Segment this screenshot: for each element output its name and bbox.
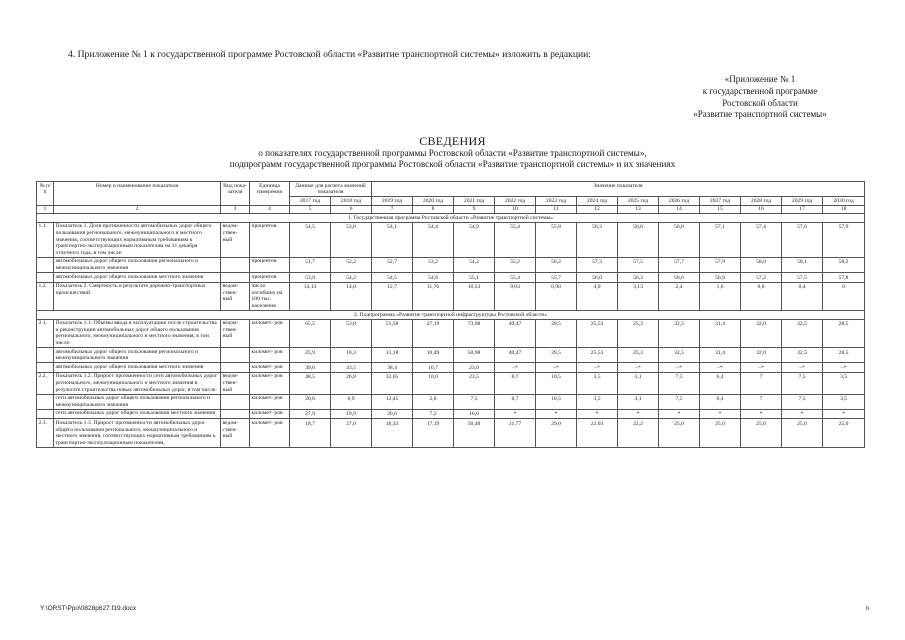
indicator-value: 8,7: [495, 372, 536, 394]
row-number: 2.3.: [37, 419, 54, 447]
year-header: 2018 год: [331, 197, 372, 206]
indicator-value: 11,76: [413, 282, 454, 310]
indicator-value: 25,3: [618, 348, 659, 363]
appendix-line: Ростовской области: [722, 97, 798, 108]
table-row: [37, 222, 865, 257]
indicator-value: 7,5: [454, 394, 495, 409]
indicator-value: 54,2: [331, 273, 372, 283]
row-number: [37, 363, 54, 373]
indicator-kind: ведом- ствен- ный: [221, 282, 250, 310]
indicator-unit: километ- ров: [250, 419, 290, 447]
indicator-value: 25,0: [700, 419, 741, 447]
row-number: [37, 273, 54, 283]
indicator-value: –*: [700, 363, 741, 373]
year-header: 2022 год: [495, 197, 536, 206]
indicator-name: Показатель 1.3. Прирост протяженности автомобильных дорог общего пользования регионального, межмуниципального и местного значения, соответствующих нормативным требованиям к транспортно-эксплуатационным показателям,: [54, 419, 221, 447]
indicator-value: 57,1: [700, 222, 741, 257]
indicator-value: *: [536, 409, 577, 419]
table-row: [37, 419, 865, 447]
indicator-value: 65,5: [290, 319, 331, 347]
indicator-value: 25,0: [741, 419, 782, 447]
indicator-value: 25,3: [618, 319, 659, 347]
indicator-value: 27,19: [413, 319, 454, 347]
row-number: [37, 348, 54, 363]
indicator-value: 57,4: [741, 222, 782, 257]
indicator-value: 31,4: [700, 348, 741, 363]
indicator-value: 10,3: [331, 348, 372, 363]
indicator-value: 18,7: [290, 419, 331, 447]
header-values: Значение показателя: [372, 182, 865, 197]
indicator-value: 53,2: [413, 257, 454, 272]
indicator-value: –*: [823, 363, 865, 373]
table-row: [37, 257, 865, 272]
indicator-value: 32,5: [782, 319, 823, 347]
indicator-value: 56,3: [618, 273, 659, 283]
indicator-value: 55,8: [536, 222, 577, 257]
indicator-value: 10,5: [536, 394, 577, 409]
indicator-value: 50,98: [454, 348, 495, 363]
indicator-value: *: [577, 409, 618, 419]
indicator-value: 29,0: [536, 419, 577, 447]
indicator-value: 57,9: [823, 222, 865, 257]
indicator-value: 25,9: [290, 348, 331, 363]
row-number: 1.2.: [37, 282, 54, 310]
column-number: 15: [700, 205, 741, 214]
row-number: [37, 409, 54, 419]
indicator-value: 14,13: [290, 282, 331, 310]
indicator-kind: ведом- ствен- ный: [221, 319, 250, 347]
year-header: 2019 год: [372, 197, 413, 206]
indicator-value: 57,6: [782, 222, 823, 257]
indicator-value: –*: [782, 363, 823, 373]
indicator-unit: километ- ров: [250, 394, 290, 409]
indicator-value: 51,7: [290, 257, 331, 272]
row-number: 2.1.: [37, 319, 54, 347]
indicator-value: 39,5: [536, 348, 577, 363]
indicator-value: 56,2: [536, 257, 577, 272]
indicator-value: 31,4: [700, 319, 741, 347]
indicator-value: 25,0: [823, 419, 865, 447]
column-number: 1: [37, 205, 54, 214]
row-number: [37, 394, 54, 409]
indicator-value: 16,7: [413, 363, 454, 373]
indicator-value: 54,9: [454, 222, 495, 257]
indicator-value: 7,5: [782, 372, 823, 394]
indicator-value: 40,47: [495, 348, 536, 363]
column-number: 7: [372, 205, 413, 214]
year-header: 2024 год: [577, 197, 618, 206]
column-number: 3: [221, 205, 250, 214]
indicator-value: 7,5: [659, 372, 700, 394]
indicator-unit: километ- ров: [250, 409, 290, 419]
page-number: 6: [865, 605, 869, 612]
row-number: 2.2.: [37, 372, 54, 394]
indicator-value: 56,9: [700, 273, 741, 283]
column-number: 4: [250, 205, 290, 214]
indicator-value: 58,0: [741, 257, 782, 272]
indicator-value: –*: [741, 363, 782, 373]
indicator-kind: [221, 257, 250, 272]
indicator-value: 3,1: [618, 394, 659, 409]
indicator-value: 18,33: [372, 419, 413, 447]
table-body: [37, 214, 865, 447]
indicator-value: 56,8: [659, 222, 700, 257]
row-number: 1.1.: [37, 222, 54, 257]
indicator-value: 32,0: [741, 348, 782, 363]
indicator-value: 32,5: [659, 348, 700, 363]
section-row: [37, 214, 865, 223]
indicator-value: 43,5: [331, 363, 372, 373]
indicator-value: 1,6: [700, 282, 741, 310]
indicator-value: 0,4: [782, 282, 823, 310]
indicator-name: Показатель 1. Доля протяженности автомобильных дорог общего пользования регионального, межмуниципального и местного значения, соответствующих нормативным требованиям к транспортно-эксплуатационным показателям на 31 декабря отчетного года, в том числе:: [54, 222, 221, 257]
indicator-value: 54,4: [413, 222, 454, 257]
indicator-value: 28,5: [823, 319, 865, 347]
appendix-line: «Приложение № 1: [724, 74, 796, 84]
indicator-value: 27,0: [331, 419, 372, 447]
indicator-value: 20,6: [290, 394, 331, 409]
indicator-value: 6,4: [700, 372, 741, 394]
column-numbers-row: [37, 205, 865, 214]
indicator-value: 2,8: [413, 394, 454, 409]
document-title: СВЕДЕНИЯ: [419, 134, 486, 148]
column-number: 5: [290, 205, 331, 214]
indicator-unit: процентов: [250, 257, 290, 272]
indicator-value: –*: [577, 363, 618, 373]
year-header: 2023 год: [536, 197, 577, 206]
indicator-value: 54,8: [413, 273, 454, 283]
indicator-kind: [221, 348, 250, 363]
indicator-value: 50,48: [454, 419, 495, 447]
indicator-kind: [221, 363, 250, 373]
column-number: 17: [782, 205, 823, 214]
indicator-value: 39,6: [290, 363, 331, 373]
document-subtitle: подпрограмм государственной программы Ростовской области «Развитие транспортной системы» и их значениях: [229, 159, 676, 169]
indicator-value: 56,3: [577, 222, 618, 257]
year-header: 2029 год: [782, 197, 823, 206]
column-number: 8: [413, 205, 454, 214]
indicator-value: 19,9: [331, 409, 372, 419]
appendix-line: «Развитие транспортной системы»: [693, 109, 827, 120]
indicator-kind: [221, 409, 250, 419]
row-number: [37, 257, 54, 272]
indicator-value: 16,0: [454, 409, 495, 419]
indicator-value: 38,4: [372, 363, 413, 373]
indicator-name: Показатель 2. Смертность в результате дорожно-транспортных происшествий: [54, 282, 221, 310]
indicator-unit: километ- ров: [250, 348, 290, 363]
table-row: [37, 363, 865, 373]
table-row: [37, 348, 865, 363]
indicator-value: 25,0: [659, 419, 700, 447]
indicators-table: [36, 181, 865, 448]
indicator-value: 73,98: [454, 319, 495, 347]
header-name: Номер и наименование показателя: [54, 182, 221, 206]
indicator-value: 20,6: [372, 409, 413, 419]
indicator-value: 25,0: [782, 419, 823, 447]
indicator-value: *: [659, 409, 700, 419]
indicator-kind: [221, 394, 250, 409]
indicator-kind: ведом- ствен- ный: [221, 372, 250, 394]
indicator-value: 3,1: [618, 372, 659, 394]
indicator-value: 22,03: [577, 419, 618, 447]
indicator-value: 12,45: [372, 394, 413, 409]
table-row: [37, 319, 865, 347]
indicator-unit: число погибших на 100 тыс. населения: [250, 282, 290, 310]
year-header: 2021 год: [454, 197, 495, 206]
section-title: 2. Подпрограмма «Развитие транспортной инфраструктуры Ростовской области»: [37, 311, 865, 320]
indicator-value: 22,2: [618, 419, 659, 447]
indicator-unit: процентов: [250, 273, 290, 283]
indicator-value: 55,4: [495, 222, 536, 257]
table-row: [37, 372, 865, 394]
indicator-value: 8,7: [495, 394, 536, 409]
indicator-value: 26,8: [331, 372, 372, 394]
column-number: 14: [659, 205, 700, 214]
indicator-value: 17,19: [413, 419, 454, 447]
indicator-value: 54,5: [290, 222, 331, 257]
indicator-value: 3,5: [577, 394, 618, 409]
indicator-unit: процентов: [250, 222, 290, 257]
indicator-value: 14,0: [331, 282, 372, 310]
indicator-value: 3,5: [823, 394, 865, 409]
indicator-name: сети автомобильных дорог общего пользования местного значения: [54, 409, 221, 419]
indicator-value: 0,8: [741, 282, 782, 310]
indicator-value: –*: [495, 363, 536, 373]
indicator-value: 57,2: [741, 273, 782, 283]
indicator-value: 10,49: [413, 348, 454, 363]
indicator-value: 0: [823, 282, 865, 310]
indicator-value: 6,90: [536, 282, 577, 310]
indicator-value: 53,8: [331, 222, 372, 257]
indicator-value: 57,5: [782, 273, 823, 283]
indicator-value: 53,9: [290, 273, 331, 283]
column-number: 12: [577, 205, 618, 214]
section-title: 1. Государственная программа Ростовской области «Развитие транспортной системы»: [37, 214, 865, 223]
indicator-value: 10,0: [413, 372, 454, 394]
indicator-unit: километ- ров: [250, 363, 290, 373]
appendix-line: к государственной программе: [702, 85, 818, 96]
indicator-kind: [221, 273, 250, 283]
header-kind: Вид пока- зателя: [221, 182, 250, 206]
indicator-value: 32,5: [782, 348, 823, 363]
indicator-value: 56,6: [618, 222, 659, 257]
indicator-value: 54,5: [372, 273, 413, 283]
indicator-value: 6,9: [331, 394, 372, 409]
indicator-value: –*: [536, 363, 577, 373]
indicator-value: 57,9: [700, 257, 741, 272]
intro-text: 4. Приложение № 1 к государственной программе Ростовской области «Развитие транспортной системы» изложить в редакции:: [68, 49, 591, 60]
column-number: 18: [823, 205, 865, 214]
year-header: 2027 год: [700, 197, 741, 206]
indicator-value: 7: [741, 372, 782, 394]
indicator-value: 55,4: [495, 273, 536, 283]
column-number: 9: [454, 205, 495, 214]
year-header: 2020 год: [413, 197, 454, 206]
indicator-value: 55,7: [536, 273, 577, 283]
indicator-value: 3,13: [618, 282, 659, 310]
column-number: 11: [536, 205, 577, 214]
indicator-value: *: [700, 409, 741, 419]
indicator-name: Показатель 1.2. Прирост протяженности сети автомобильных дорог регионального, межмуниципального и местного значения в результате строительства новых автомобильных дорог, в том числе:: [54, 372, 221, 394]
indicator-value: *: [495, 409, 536, 419]
indicator-name: автомобильных дорог общего пользования регионального и межмуниципального значения: [54, 257, 221, 272]
indicator-value: 13,18: [372, 348, 413, 363]
indicator-value: 40,47: [495, 319, 536, 347]
indicator-value: 57,3: [577, 257, 618, 272]
indicator-value: 32,0: [741, 319, 782, 347]
indicator-value: 25,53: [577, 348, 618, 363]
indicator-value: 57,5: [618, 257, 659, 272]
indicator-value: 4,0: [577, 282, 618, 310]
indicator-value: 54,1: [372, 222, 413, 257]
indicator-value: 25,53: [577, 319, 618, 347]
indicator-value: 58,1: [782, 257, 823, 272]
table-row: [37, 409, 865, 419]
indicator-value: *: [823, 409, 865, 419]
indicator-value: 58,2: [823, 257, 865, 272]
indicator-value: 48,5: [290, 372, 331, 394]
indicator-name: Показатель 1.1. Объемы ввода в эксплуатацию после строительства и реконструкции автомобильных дорог общего пользования регионального, межмуниципального и местного значения, в том числе:: [54, 319, 221, 347]
indicator-value: 2,4: [659, 282, 700, 310]
year-header: 2030 год: [823, 197, 865, 206]
indicator-value: 10,53: [454, 282, 495, 310]
indicator-value: 56,0: [577, 273, 618, 283]
indicator-value: 55,1: [454, 273, 495, 283]
header-num: № п/п: [37, 182, 54, 206]
indicator-value: *: [741, 409, 782, 419]
indicator-value: 6,4: [700, 394, 741, 409]
indicator-value: 7,5: [782, 394, 823, 409]
document-subtitle: о показателях государственной программы Ростовской области «Развитие транспортной системы»,: [258, 148, 647, 158]
indicator-value: 57,8: [823, 273, 865, 283]
indicator-name: автомобильных дорог общего пользования местного значения: [54, 273, 221, 283]
year-header: 2026 год: [659, 197, 700, 206]
indicator-value: 3,5: [577, 372, 618, 394]
indicator-value: 12,7: [372, 282, 413, 310]
column-number: 6: [331, 205, 372, 214]
column-number: 16: [741, 205, 782, 214]
indicator-value: 28,5: [823, 348, 865, 363]
indicator-value: 53,8: [331, 319, 372, 347]
indicator-value: 7: [741, 394, 782, 409]
header-base: Данные для расчета значений показателя: [290, 182, 372, 197]
indicator-value: 51,58: [372, 319, 413, 347]
column-number: 10: [495, 205, 536, 214]
indicator-unit: километ- ров: [250, 319, 290, 347]
indicator-value: 54,2: [454, 257, 495, 272]
section-row: [37, 311, 865, 320]
indicator-value: 32,5: [659, 319, 700, 347]
header-unit: Единица измерения: [250, 182, 290, 206]
indicator-value: 31,77: [495, 419, 536, 447]
indicator-value: 9,03: [495, 282, 536, 310]
table-row: [37, 394, 865, 409]
indicator-value: 10,5: [536, 372, 577, 394]
indicator-value: 7,2: [413, 409, 454, 419]
indicator-value: 56,6: [659, 273, 700, 283]
indicator-value: 57,7: [659, 257, 700, 272]
indicator-value: 33,05: [372, 372, 413, 394]
indicator-value: 39,5: [536, 319, 577, 347]
indicator-value: *: [618, 409, 659, 419]
year-header: 2028 год: [741, 197, 782, 206]
indicator-unit: километ- ров: [250, 372, 290, 394]
footer-path: Y:\ORST\Ppo\0828p627.f19.docx: [40, 605, 137, 612]
indicator-value: 52,2: [331, 257, 372, 272]
indicator-value: 3,5: [823, 372, 865, 394]
indicator-value: 7,5: [659, 394, 700, 409]
indicator-value: *: [782, 409, 823, 419]
header-row: [37, 182, 865, 197]
indicator-kind: ведом- ствен- ный: [221, 222, 250, 257]
indicator-name: автомобильных дорог общего пользования местного значения: [54, 363, 221, 373]
indicator-value: 23,5: [454, 372, 495, 394]
table-row: [37, 282, 865, 310]
column-number: 2: [54, 205, 221, 214]
table-row: [37, 273, 865, 283]
indicator-value: 27,9: [290, 409, 331, 419]
indicator-value: 23,0: [454, 363, 495, 373]
indicator-value: 55,2: [495, 257, 536, 272]
year-header: 2025 год: [618, 197, 659, 206]
indicator-kind: ведом- ствен- ный: [221, 419, 250, 447]
indicator-name: автомобильных дорог общего пользования регионального и межмуниципального значения: [54, 348, 221, 363]
indicator-value: 52,7: [372, 257, 413, 272]
indicator-name: сети автомобильных дорог общего пользования регионального и межмуниципального значения: [54, 394, 221, 409]
appendix-block: [660, 74, 860, 121]
indicator-value: –*: [659, 363, 700, 373]
year-header: 2017 год: [290, 197, 331, 206]
column-number: 13: [618, 205, 659, 214]
indicator-value: –*: [618, 363, 659, 373]
